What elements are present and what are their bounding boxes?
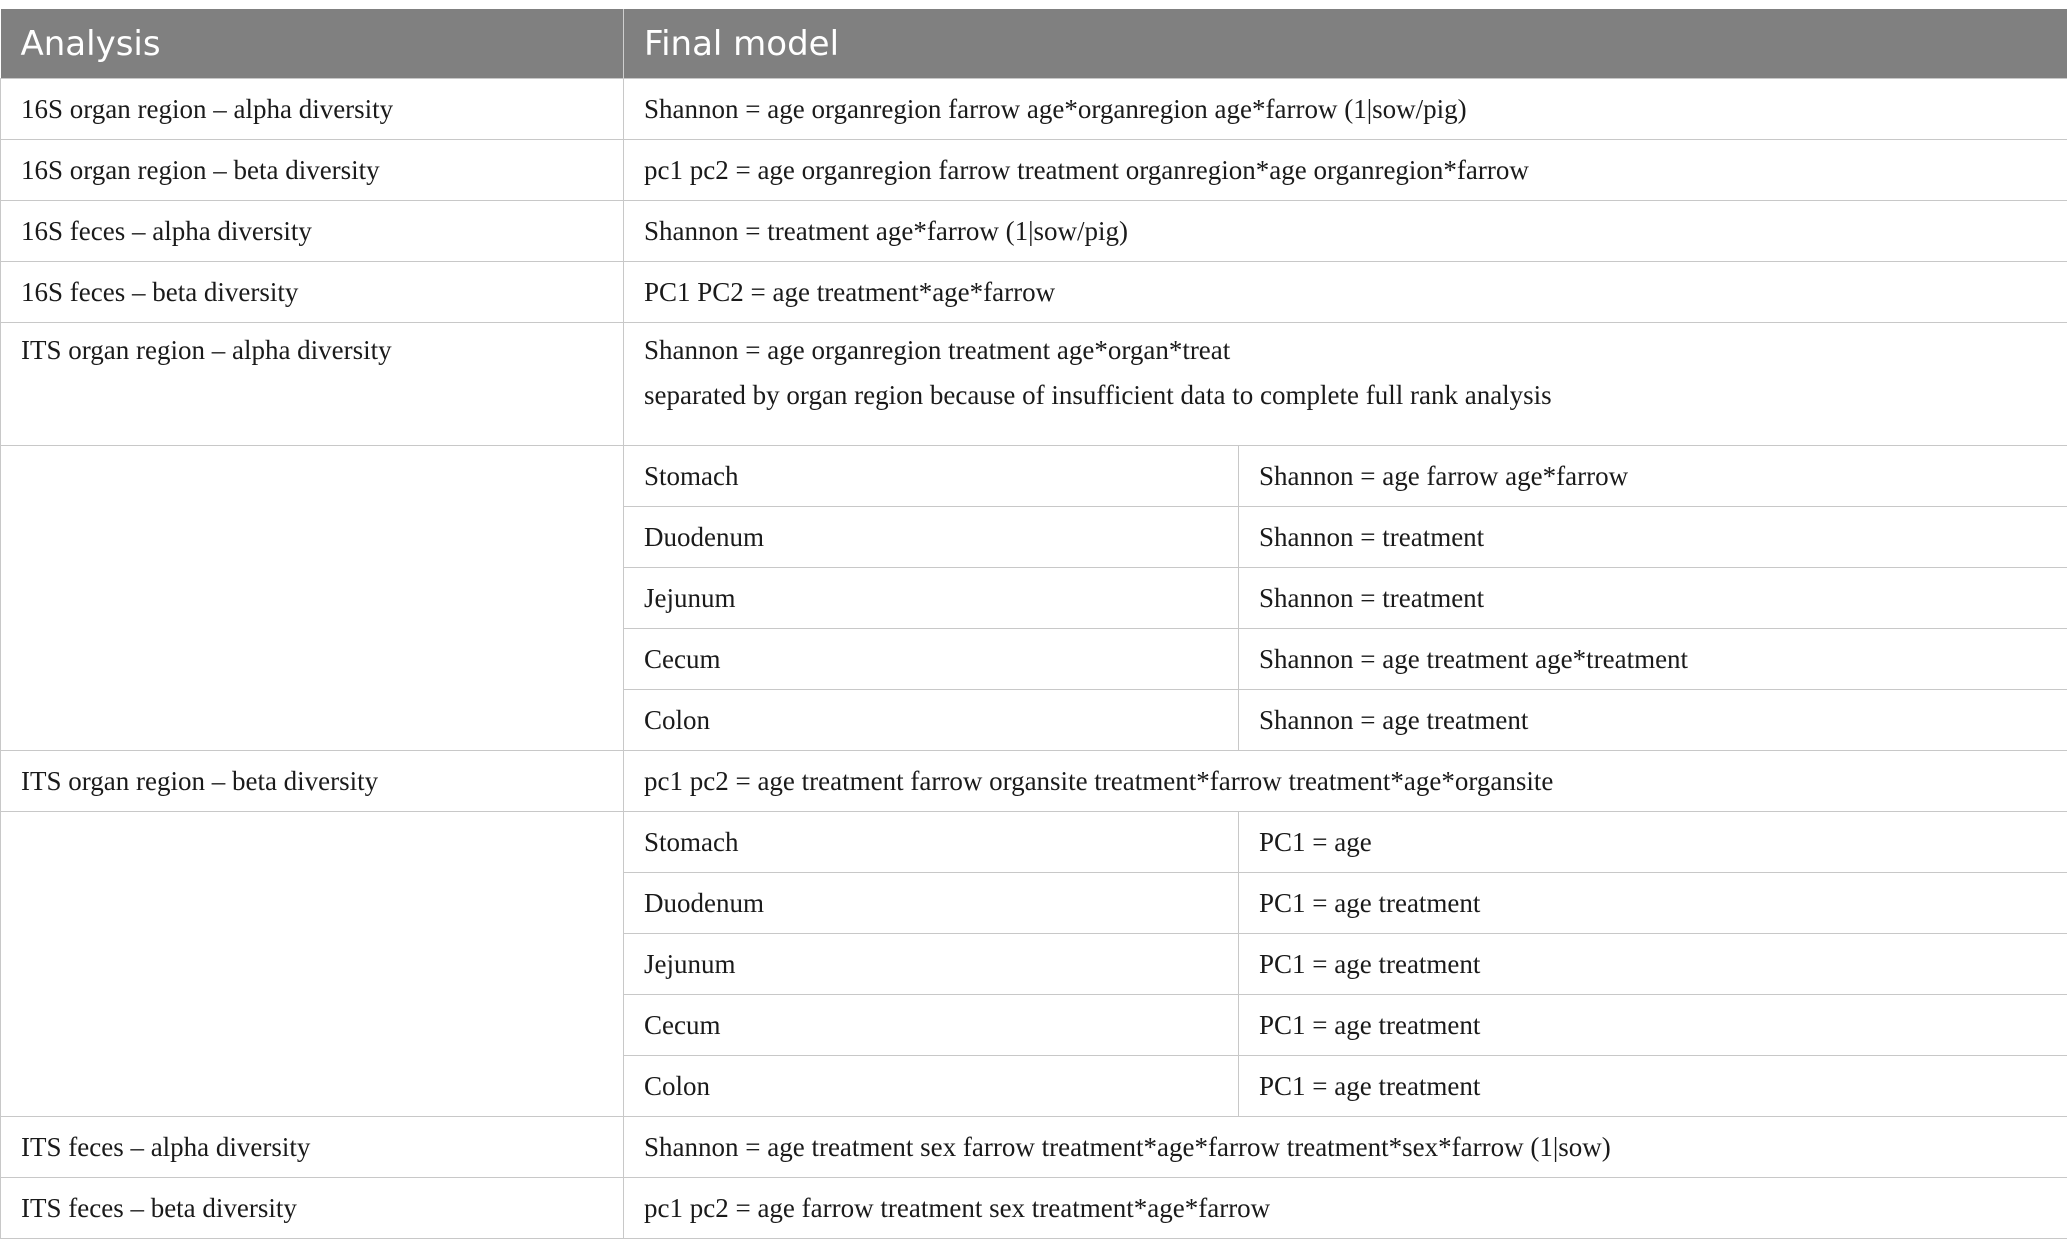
- table-row: [1, 751, 2067, 812]
- analysis-cell: 16S organ region – alpha diversity: [1, 79, 624, 140]
- organ-model-cell: Shannon = treatment: [1239, 568, 2067, 629]
- analysis-cell: 16S feces – beta diversity: [1, 262, 624, 323]
- model-cell: PC1 PC2 = age treatment*age*farrow: [624, 262, 2067, 323]
- table-row: [1, 140, 2067, 201]
- model-cell: Shannon = age organregion farrow age*organregion age*farrow (1|sow/pig): [624, 79, 2067, 140]
- final-models-table: [0, 9, 2067, 1239]
- model-table-container: [0, 9, 2067, 1239]
- organ-model-cell: PC1 = age treatment: [1239, 995, 2067, 1056]
- organ-cell: Jejunum: [624, 568, 1239, 629]
- organ-model-cell: Shannon = age treatment age*treatment: [1239, 629, 2067, 690]
- model-cell: pc1 pc2 = age treatment farrow organsite treatment*farrow treatment*age*organsite: [624, 751, 2067, 812]
- analysis-cell: ITS feces – alpha diversity: [1, 1117, 624, 1178]
- table-row: [1, 446, 2067, 507]
- table-row: [1, 201, 2067, 262]
- organ-model-cell: PC1 = age treatment: [1239, 1056, 2067, 1117]
- analysis-cell: 16S organ region – beta diversity: [1, 140, 624, 201]
- organ-model-cell: PC1 = age treatment: [1239, 873, 2067, 934]
- analysis-cell: ITS organ region – beta diversity: [1, 751, 624, 812]
- blank-cell: [1, 446, 624, 751]
- table-row: [1, 79, 2067, 140]
- analysis-cell: 16S feces – alpha diversity: [1, 201, 624, 262]
- organ-cell: Colon: [624, 1056, 1239, 1117]
- table-row: [1, 1117, 2067, 1178]
- model-cell: Shannon = age treatment sex farrow treatment*age*farrow treatment*sex*farrow (1|sow): [624, 1117, 2067, 1178]
- header-final-model: Final model: [624, 9, 2067, 79]
- table-row: [1, 323, 2067, 446]
- model-cell: Shannon = treatment age*farrow (1|sow/pig): [624, 201, 2067, 262]
- model-cell: [624, 323, 2067, 446]
- table-row: [1, 1178, 2067, 1239]
- table-row: [1, 812, 2067, 873]
- analysis-cell: ITS feces – beta diversity: [1, 1178, 624, 1239]
- organ-cell: Colon: [624, 690, 1239, 751]
- organ-cell: Stomach: [624, 446, 1239, 507]
- organ-model-cell: PC1 = age: [1239, 812, 2067, 873]
- header-analysis: Analysis: [1, 9, 624, 79]
- model-text: Shannon = age organregion treatment age*organ*treat: [644, 335, 1231, 365]
- organ-model-cell: Shannon = age farrow age*farrow: [1239, 446, 2067, 507]
- organ-cell: Cecum: [624, 629, 1239, 690]
- model-cell: pc1 pc2 = age organregion farrow treatment organregion*age organregion*farrow: [624, 140, 2067, 201]
- organ-model-cell: PC1 = age treatment: [1239, 934, 2067, 995]
- analysis-cell: ITS organ region – alpha diversity: [1, 323, 624, 446]
- organ-cell: Jejunum: [624, 934, 1239, 995]
- organ-model-cell: Shannon = treatment: [1239, 507, 2067, 568]
- organ-cell: Duodenum: [624, 507, 1239, 568]
- table-header-row: [1, 9, 2067, 79]
- table-row: [1, 262, 2067, 323]
- model-cell: pc1 pc2 = age farrow treatment sex treatment*age*farrow: [624, 1178, 2067, 1239]
- model-note: separated by organ region because of insufficient data to complete full rank analysis: [644, 380, 1552, 410]
- organ-model-cell: Shannon = age treatment: [1239, 690, 2067, 751]
- organ-cell: Duodenum: [624, 873, 1239, 934]
- organ-cell: Cecum: [624, 995, 1239, 1056]
- organ-cell: Stomach: [624, 812, 1239, 873]
- blank-cell: [1, 812, 624, 1117]
